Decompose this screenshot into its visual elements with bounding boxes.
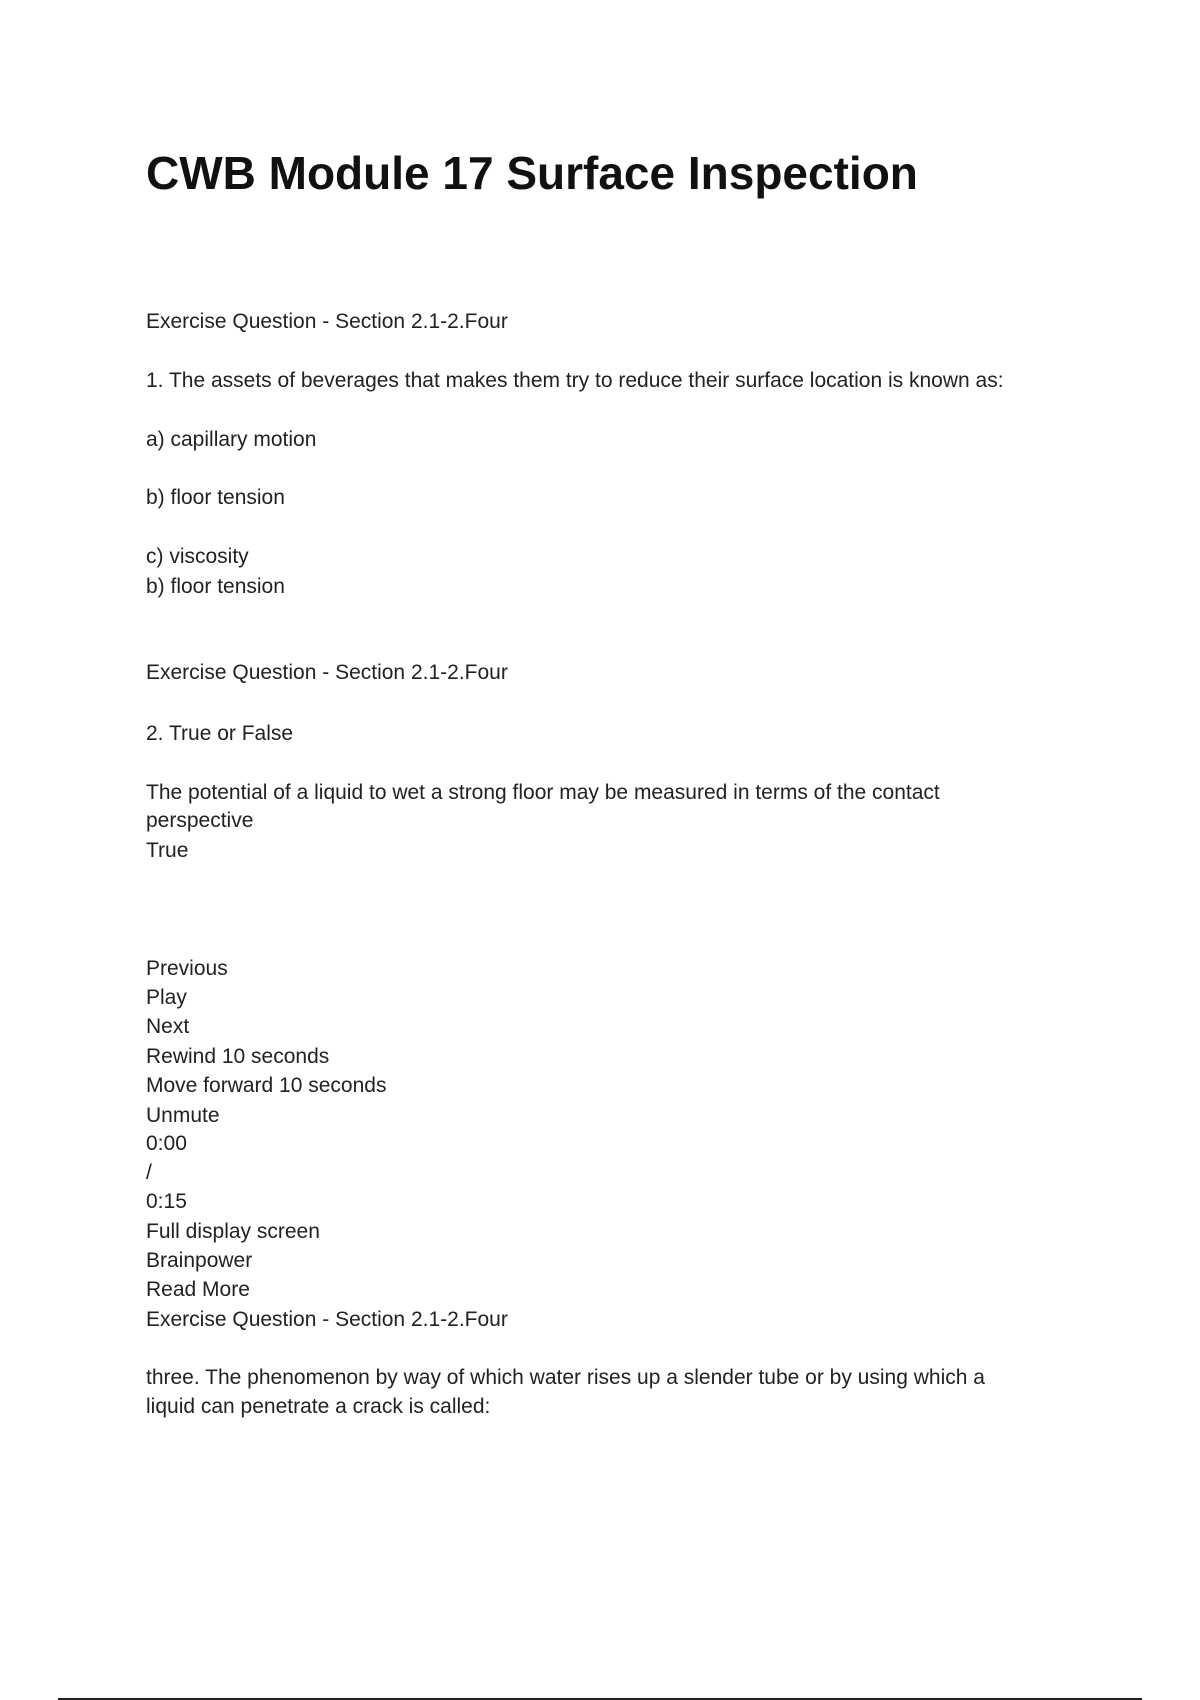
section-heading: Exercise Question - Section 2.1-2.Four (146, 1308, 508, 1331)
fullscreen-button[interactable]: Full display screen (146, 1220, 320, 1243)
time-separator: / (146, 1161, 152, 1184)
section-heading: Exercise Question - Section 2.1-2.Four (146, 661, 508, 684)
question-text: 1. The assets of beverages that makes them try to reduce their surface location is known as: (146, 369, 1004, 392)
question-text: 2. True or False (146, 722, 294, 745)
duration: 0:15 (146, 1190, 187, 1213)
unmute-button[interactable]: Unmute (146, 1104, 220, 1127)
previous-button[interactable]: Previous (146, 957, 228, 980)
rewind-button[interactable]: Rewind 10 seconds (146, 1045, 330, 1068)
option-c: c) viscosity (146, 545, 249, 568)
question-text: liquid can penetrate a crack is called: (146, 1395, 491, 1418)
read-more-link[interactable]: Read More (146, 1278, 250, 1301)
page-title: CWB Module 17 Surface Inspection (146, 147, 918, 199)
option-b: b) floor tension (146, 486, 285, 509)
section-heading: Exercise Question - Section 2.1-2.Four (146, 310, 508, 333)
option-a: a) capillary motion (146, 428, 317, 451)
play-button[interactable]: Play (146, 986, 187, 1009)
current-time: 0:00 (146, 1132, 187, 1155)
brand-label: Brainpower (146, 1249, 253, 1272)
question-text: three. The phenomenon by way of which water rises up a slender tube or by using which a (146, 1366, 985, 1389)
next-button[interactable]: Next (146, 1015, 190, 1038)
forward-button[interactable]: Move forward 10 seconds (146, 1074, 387, 1097)
answer-text: b) floor tension (146, 575, 285, 598)
statement-text: The potential of a liquid to wet a strong floor may be measured in terms of the contact (146, 781, 940, 804)
statement-text: perspective (146, 809, 254, 832)
answer-text: True (146, 839, 189, 862)
